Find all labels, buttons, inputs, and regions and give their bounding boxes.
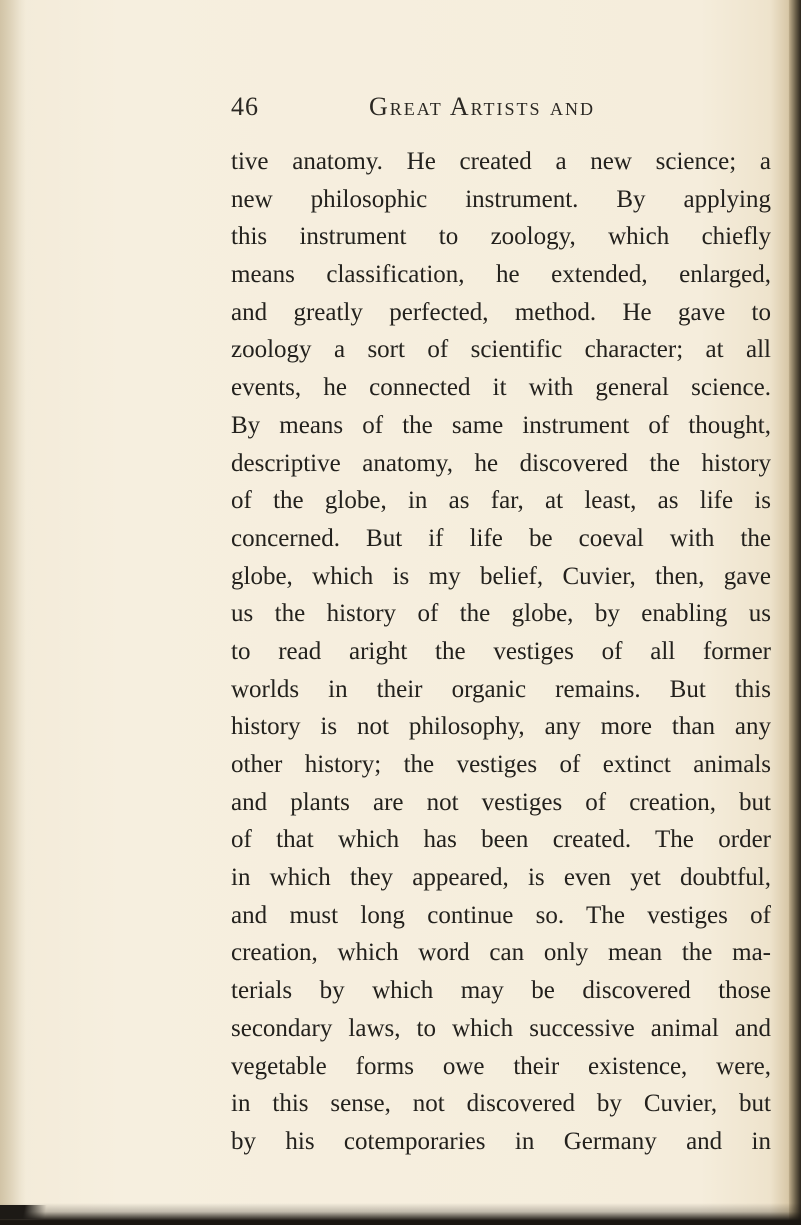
text-line: us the history of the globe, by enabling us bbox=[231, 600, 771, 628]
body-text bbox=[231, 143, 771, 1161]
text-line: in which they appeared, is even yet doubtful, bbox=[231, 864, 771, 892]
text-line: and must long continue so. The vestiges of bbox=[231, 901, 771, 929]
running-head-title: Great Artists and bbox=[369, 92, 596, 121]
page-edge-shadow bbox=[789, 0, 801, 1225]
text-line: vegetable forms owe their existence, were, bbox=[231, 1052, 771, 1080]
gutter-shadow bbox=[0, 0, 26, 1225]
text-line: secondary laws, to which successive animal and bbox=[231, 1014, 771, 1042]
text-line: globe, which is my belief, Cuvier, then, gave bbox=[231, 562, 771, 590]
running-head bbox=[231, 92, 691, 126]
text-line: descriptive anatomy, he discovered the history bbox=[231, 449, 771, 477]
text-line: By means of the same instrument of thought, bbox=[231, 411, 771, 439]
text-line: means classification, he extended, enlarged, bbox=[231, 261, 771, 289]
text-line: zoology a sort of scientific character; at all bbox=[231, 336, 771, 364]
text-line: in this sense, not discovered by Cuvier, but bbox=[231, 1090, 771, 1118]
text-line: worlds in their organic remains. But this bbox=[231, 675, 771, 703]
corner-shadow bbox=[0, 1205, 60, 1219]
text-line: concerned. But if life be coeval with the bbox=[231, 524, 771, 552]
text-line: tive anatomy. He created a new science; a bbox=[231, 148, 771, 175]
page-number: 46 bbox=[231, 92, 259, 121]
text-line: of that which has been created. The order bbox=[231, 826, 771, 854]
text-line: by his cotemporaries in Germany and in bbox=[231, 1127, 771, 1155]
text-line: and greatly perfected, method. He gave to bbox=[231, 298, 771, 326]
text-line: events, he connected it with general science. bbox=[231, 374, 771, 402]
text-line: history is not philosophy, any more than any bbox=[231, 713, 771, 741]
text-line: this instrument to zoology, which chiefly bbox=[231, 223, 771, 251]
text-line: of the globe, in as far, at least, as life is bbox=[231, 487, 771, 515]
text-line: to read aright the vestiges of all former bbox=[231, 637, 771, 665]
text-line: terials by which may be discovered those bbox=[231, 977, 771, 1005]
bottom-edge-shadow bbox=[0, 1203, 801, 1225]
text-line: and plants are not vestiges of creation, but bbox=[231, 788, 771, 816]
text-line: creation, which word can only mean the ma- bbox=[231, 939, 771, 967]
text-line: other history; the vestiges of extinct animals bbox=[231, 751, 771, 778]
text-line: new philosophic instrument. By applying bbox=[231, 185, 771, 213]
